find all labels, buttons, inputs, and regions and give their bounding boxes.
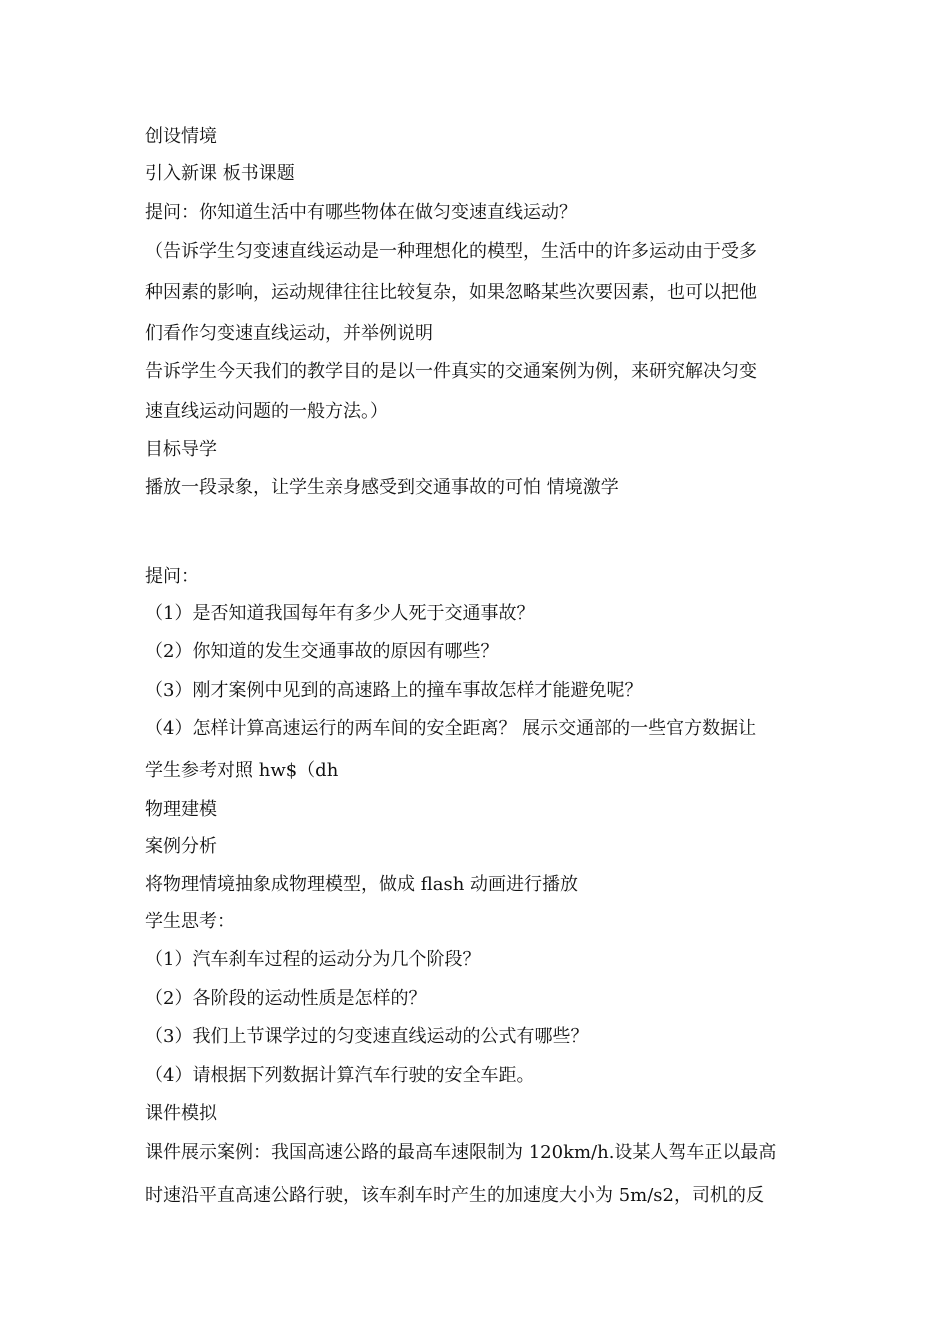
heading-physics-model: 物理建模 bbox=[145, 799, 217, 820]
list-item-think-3: （3）我们上节课学过的匀变速直线运动的公式有哪些？ bbox=[145, 1026, 589, 1047]
text-line-note-3: 们看作匀变速直线运动，并举例说明 bbox=[145, 323, 433, 344]
text-line-note-1: （告诉学生匀变速直线运动是一种理想化的模型，生活中的许多运动由于受多 bbox=[145, 241, 757, 262]
list-item-question-3: （3）刚才案例中见到的高速路上的撞车事故怎样才能避免呢？ bbox=[145, 680, 643, 701]
list-item-think-1: （1）汽车刹车过程的运动分为几个阶段？ bbox=[145, 949, 481, 970]
text-line-play-video: 播放一段录象，让学生亲身感受到交通事故的可怕 情境激学 bbox=[145, 477, 619, 498]
text-line-note-2: 种因素的影响，运动规律往往比较复杂，如果忽略某些次要因素，也可以把他 bbox=[145, 282, 757, 303]
text-line-intro-lesson: 引入新课 板书课题 bbox=[145, 163, 295, 184]
list-item-question-4: （4）怎样计算高速运行的两车间的安全距离？ 展示交通部的一些官方数据让 bbox=[145, 718, 757, 739]
heading-courseware-simulation: 课件模拟 bbox=[145, 1103, 217, 1124]
list-item-question-1: （1）是否知道我国每年有多少人死于交通事故？ bbox=[145, 603, 535, 624]
text-line-flash: 将物理情境抽象成物理模型，做成 flash 动画进行播放 bbox=[145, 874, 579, 895]
list-item-question-2: （2）你知道的发生交通事故的原因有哪些？ bbox=[145, 641, 499, 662]
heading-case-analysis: 案例分析 bbox=[145, 836, 217, 857]
list-item-think-2: （2）各阶段的运动性质是怎样的？ bbox=[145, 988, 427, 1009]
heading-create-situation: 创设情境 bbox=[145, 126, 217, 147]
text-line-case-2: 时速沿平直高速公路行驶，该车刹车时产生的加速度大小为 5m/s2，司机的反 bbox=[145, 1185, 764, 1206]
text-line-note-5: 速直线运动问题的一般方法。） bbox=[145, 401, 388, 422]
heading-goal-guide: 目标导学 bbox=[145, 439, 217, 460]
list-item-think-4: （4）请根据下列数据计算汽车行驶的安全车距。 bbox=[145, 1065, 535, 1086]
text-line-student-think: 学生思考： bbox=[145, 911, 235, 932]
text-line-question: 提问：你知道生活中有哪些物体在做匀变速直线运动？ bbox=[145, 202, 577, 223]
text-line-case-1: 课件展示案例：我国高速公路的最高车速限制为 120km/h.设某人驾车正以最高 bbox=[145, 1142, 777, 1163]
text-line-ask: 提问： bbox=[145, 566, 199, 587]
text-line-note-4: 告诉学生今天我们的教学目的是以一件真实的交通案例为例，来研究解决匀变 bbox=[145, 361, 757, 382]
text-line-reference: 学生参考对照 hw$（dh bbox=[145, 760, 339, 781]
